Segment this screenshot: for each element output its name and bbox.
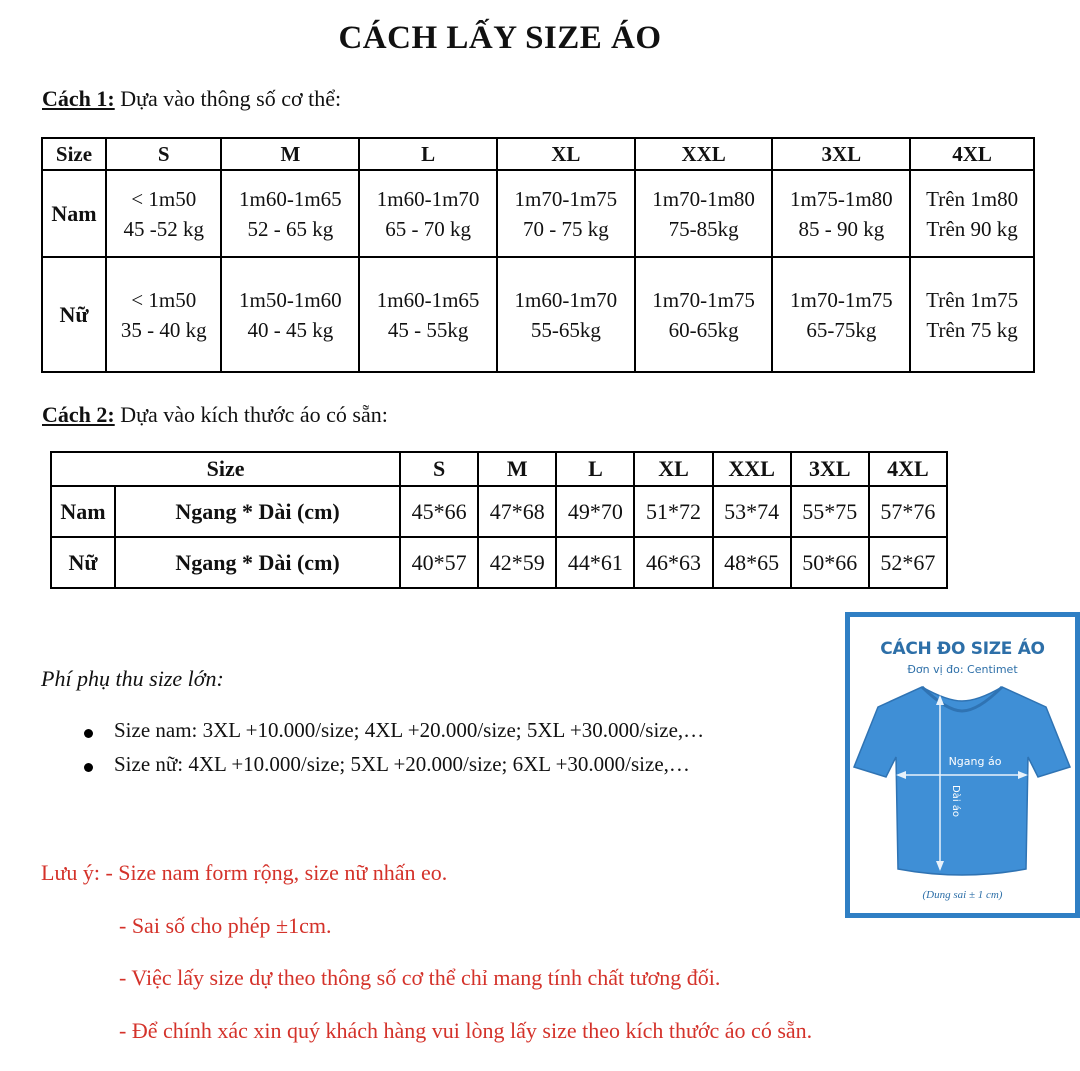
weight-range: 85 - 90 kg [798, 216, 885, 241]
table-header-row [51, 452, 947, 486]
garment-size-table [50, 451, 948, 589]
t-shirt-icon [850, 617, 1075, 913]
height-range: Trên 1m80 [926, 186, 1019, 211]
weight-range: Trên 90 kg [926, 216, 1018, 241]
height-range: 1m70-1m75 [790, 287, 893, 312]
method1-text: Dựa vào thông số cơ thể: [114, 86, 342, 111]
table-cell: 51*72 [634, 486, 712, 537]
table-cell [359, 257, 497, 372]
table-cell: 46*63 [634, 537, 712, 588]
table-row [51, 537, 947, 588]
header-cell: XXL [635, 138, 773, 170]
note-line: - Việc lấy size dự theo thông số cơ thể chỉ mang tính chất tương đối. [119, 965, 721, 990]
header-cell: S [400, 452, 478, 486]
header-cell: L [556, 452, 634, 486]
header-cell: 4XL [869, 452, 947, 486]
table-cell [497, 170, 635, 257]
height-range: < 1m50 [131, 287, 197, 312]
row-label-nu: Nữ [51, 537, 115, 588]
measure-label: Ngang * Dài (cm) [115, 486, 400, 537]
table-cell [635, 257, 773, 372]
header-cell: XL [634, 452, 712, 486]
height-range: Trên 1m75 [926, 287, 1019, 312]
table-cell: 44*61 [556, 537, 634, 588]
surcharge-title: Phí phụ thu size lớn: [41, 666, 224, 691]
method1-label: Cách 1: [42, 86, 115, 111]
length-label: Dài áo [950, 784, 961, 818]
height-range: 1m70-1m75 [652, 287, 755, 312]
table-cell [221, 257, 359, 372]
header-cell: M [478, 452, 556, 486]
table-cell: 55*75 [791, 486, 869, 537]
table-cell [221, 170, 359, 257]
table-cell [772, 170, 910, 257]
table-cell [106, 170, 221, 257]
height-range: 1m75-1m80 [790, 186, 893, 211]
row-label-nam: Nam [51, 486, 115, 537]
height-range: 1m70-1m75 [514, 186, 618, 211]
table-cell: 50*66 [791, 537, 869, 588]
card-subtitle: Đơn vị đo: Centimet [907, 663, 1018, 676]
weight-range: 60-65kg [668, 317, 739, 342]
table-row [51, 486, 947, 537]
list-item: Size nữ: 4XL +10.000/size; 5XL +20.000/size; 6XL +30.000/size,… [80, 752, 704, 786]
table-row [42, 257, 1034, 372]
weight-range: 55-65kg [530, 317, 601, 342]
note-line: - Để chính xác xin quý khách hàng vui lòng lấy size theo kích thước áo có sẵn. [119, 1018, 813, 1043]
method2-text: Dựa vào kích thước áo có sẵn: [114, 402, 388, 427]
note-line: Lưu ý: - Size nam form rộng, size nữ nhấn eo. [41, 860, 448, 885]
body-size-table [41, 137, 1035, 373]
header-cell: XXL [713, 452, 791, 486]
height-range: 1m60-1m65 [376, 287, 480, 312]
card-title: CÁCH ĐO SIZE ÁO [880, 639, 1045, 659]
height-range: 1m60-1m70 [376, 186, 480, 211]
table-cell: 48*65 [713, 537, 791, 588]
header-cell: Size [51, 452, 400, 486]
header-cell: L [359, 138, 497, 170]
header-cell: S [106, 138, 221, 170]
height-range: 1m50-1m60 [239, 287, 342, 312]
measure-label: Ngang * Dài (cm) [115, 537, 400, 588]
table-cell [497, 257, 635, 372]
width-label: Ngang áo [948, 755, 1002, 768]
list-item: Size nam: 3XL +10.000/size; 4XL +20.000/size; 5XL +30.000/size,… [80, 718, 704, 752]
table-cell [772, 257, 910, 372]
weight-range: 70 - 75 kg [522, 216, 609, 241]
page-title: CÁCH LẤY SIZE ÁO [338, 20, 662, 56]
card-footer: (Dung sai ± 1 cm) [922, 889, 1003, 901]
table-cell: 53*74 [713, 486, 791, 537]
weight-range: 45 - 55kg [387, 317, 469, 342]
table-cell: 49*70 [556, 486, 634, 537]
method2-label: Cách 2: [42, 402, 115, 427]
header-cell: XL [497, 138, 635, 170]
height-range: < 1m50 [131, 186, 197, 211]
row-label-nu: Nữ [42, 257, 106, 372]
height-range: 1m60-1m65 [239, 186, 342, 211]
height-range: 1m70-1m80 [652, 186, 755, 211]
table-cell: 45*66 [400, 486, 478, 537]
table-cell: 52*67 [869, 537, 947, 588]
weight-range: 45 -52 kg [123, 216, 204, 241]
method1-heading [42, 86, 341, 112]
header-cell: 3XL [791, 452, 869, 486]
weight-range: 75-85kg [668, 216, 739, 241]
measure-guide-card [845, 612, 1080, 918]
table-cell [910, 257, 1034, 372]
table-cell: 57*76 [869, 486, 947, 537]
table-cell [910, 170, 1034, 257]
weight-range: 52 - 65 kg [247, 216, 334, 241]
table-cell: 42*59 [478, 537, 556, 588]
table-cell [635, 170, 773, 257]
weight-range: 35 - 40 kg [120, 317, 207, 342]
table-header-row [42, 138, 1034, 170]
weight-range: 65-75kg [806, 317, 877, 342]
table-cell [359, 170, 497, 257]
method2-heading [42, 402, 388, 428]
header-cell: Size [42, 138, 106, 170]
row-label-nam: Nam [42, 170, 106, 257]
weight-range: 40 - 45 kg [247, 317, 334, 342]
height-range: 1m60-1m70 [514, 287, 618, 312]
table-row [42, 170, 1034, 257]
surcharge-list [80, 718, 704, 786]
table-cell [106, 257, 221, 372]
weight-range: 65 - 70 kg [385, 216, 471, 241]
header-cell: 3XL [772, 138, 910, 170]
note-line: - Sai số cho phép ±1cm. [119, 913, 332, 938]
header-cell: 4XL [910, 138, 1034, 170]
t-shirt-body [854, 687, 1070, 875]
table-cell: 47*68 [478, 486, 556, 537]
weight-range: Trên 75 kg [926, 317, 1018, 342]
table-cell: 40*57 [400, 537, 478, 588]
header-cell: M [221, 138, 359, 170]
